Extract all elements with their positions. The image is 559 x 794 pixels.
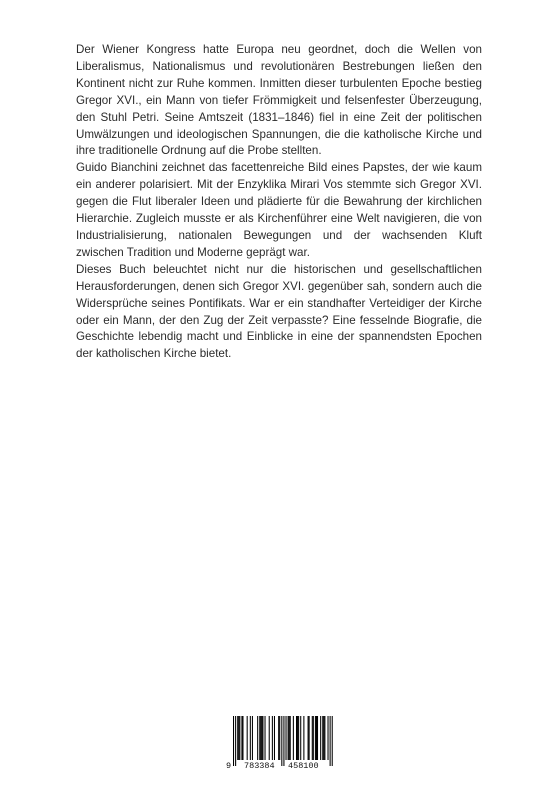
- barcode-bar: [297, 716, 298, 760]
- barcode-bar: [320, 716, 321, 760]
- barcode-bar: [241, 716, 242, 760]
- barcode-digits: [226, 761, 336, 772]
- barcode-bar: [261, 716, 262, 760]
- barcode-bars: [226, 716, 336, 766]
- barcode-bar: [332, 716, 333, 766]
- blurb-paragraph: Dieses Buch beleuchtet nicht nur die historischen und gesellschaftlichen Herausforderungen, denen sich Gregor XVI. gegenüber sah, sondern auch die Widersprüche seines Pontifikats. War er ein standhafter Verteidiger der Kirche oder ein Mann, der den Zug der Zeit verpasste? Eine fesselnde Biografie, die Geschichte lebendig macht und Einblicke in eine der spannendsten Epochen der katholischen Kirche bietet.: [76, 262, 482, 361]
- barcode-bar: [289, 716, 290, 760]
- barcode-bar: [328, 716, 329, 760]
- barcode-bar: [239, 716, 240, 760]
- barcode-bar: [274, 716, 275, 760]
- barcode-bar: [296, 716, 297, 760]
- barcode-bar: [242, 716, 243, 760]
- barcode-bar: [286, 716, 287, 760]
- barcode-bar: [238, 716, 239, 760]
- barcode-bar: [324, 716, 325, 760]
- barcode-bar: [309, 716, 310, 760]
- barcode-bar: [260, 716, 261, 760]
- barcode-bar: [269, 716, 270, 760]
- barcode-bar: [235, 716, 236, 766]
- barcode-bar: [247, 716, 248, 760]
- blurb-paragraph: Guido Bianchini zeichnet das facettenreiche Bild eines Papstes, der wie kaum ein anderer polarisiert. Mit der Enzyklika Mirari Vos stemmte sich Gregor XVI. gegen die Flut liberaler Ideen und plädierte für die Bewahrung der kirchlichen Hierarchie. Zugleich musste er als Kirchenführer eine Welt navigieren, die von Industrialisierung, nationalen Bewegungen und der wachsenden Kluft zwischen Tradition und Moderne geprägt war.: [76, 161, 482, 259]
- barcode-bar: [279, 716, 280, 760]
- barcode-bar: [313, 716, 314, 760]
- barcode-bar: [300, 716, 301, 760]
- barcode-bar: [322, 716, 323, 760]
- barcode-bar: [303, 716, 304, 760]
- barcode-bar: [315, 716, 316, 760]
- barcode-bar: [323, 716, 324, 760]
- barcode-bar: [308, 716, 309, 760]
- blurb-paragraph: Der Wiener Kongress hatte Europa neu geordnet, doch die Wellen von Liberalismus, Nationalismus und revolutionären Bestrebungen ließen den Kontinent nicht zur Ruhe kommen. Inmitten dieser turbulenten Epoche bestieg Gregor XVI., ein Mann von tiefer Frömmigkeit und felsenfester Überzeugung, den Stuhl Petri. Seine Amtszeit (1831–1846) fiel in eine Zeit der politischen Umwälzungen und ideologischen Spannungen, die die katholische Kirche und ihre traditionelle Ordnung auf die Probe stellten.: [76, 43, 482, 158]
- barcode-bar: [237, 716, 238, 760]
- barcode-bar: [233, 716, 234, 766]
- barcode-bar: [290, 716, 291, 760]
- barcode-bar: [293, 716, 294, 760]
- barcode-bar: [317, 716, 318, 760]
- barcode-bar: [272, 716, 273, 760]
- barcode-bar: [250, 716, 251, 760]
- barcode-bar: [262, 716, 263, 760]
- barcode-bar: [312, 716, 313, 760]
- isbn-barcode: [226, 716, 336, 772]
- barcode-bar: [283, 716, 284, 766]
- barcode-bar: [281, 716, 282, 766]
- barcode-bar: [257, 716, 258, 760]
- barcode-bar: [288, 716, 289, 760]
- barcode-bar: [265, 716, 266, 760]
- barcode-right-group: 458100: [288, 761, 319, 771]
- barcode-bar: [252, 716, 253, 760]
- barcode-bar: [298, 716, 299, 760]
- barcode-left-group: 783384: [244, 761, 275, 771]
- barcode-bar: [278, 716, 279, 760]
- back-cover-blurb: [76, 42, 482, 363]
- barcode-lead-digit: 9: [226, 761, 232, 771]
- barcode-bar: [259, 716, 260, 760]
- barcode-bar: [316, 716, 317, 760]
- barcode-bar: [330, 716, 331, 766]
